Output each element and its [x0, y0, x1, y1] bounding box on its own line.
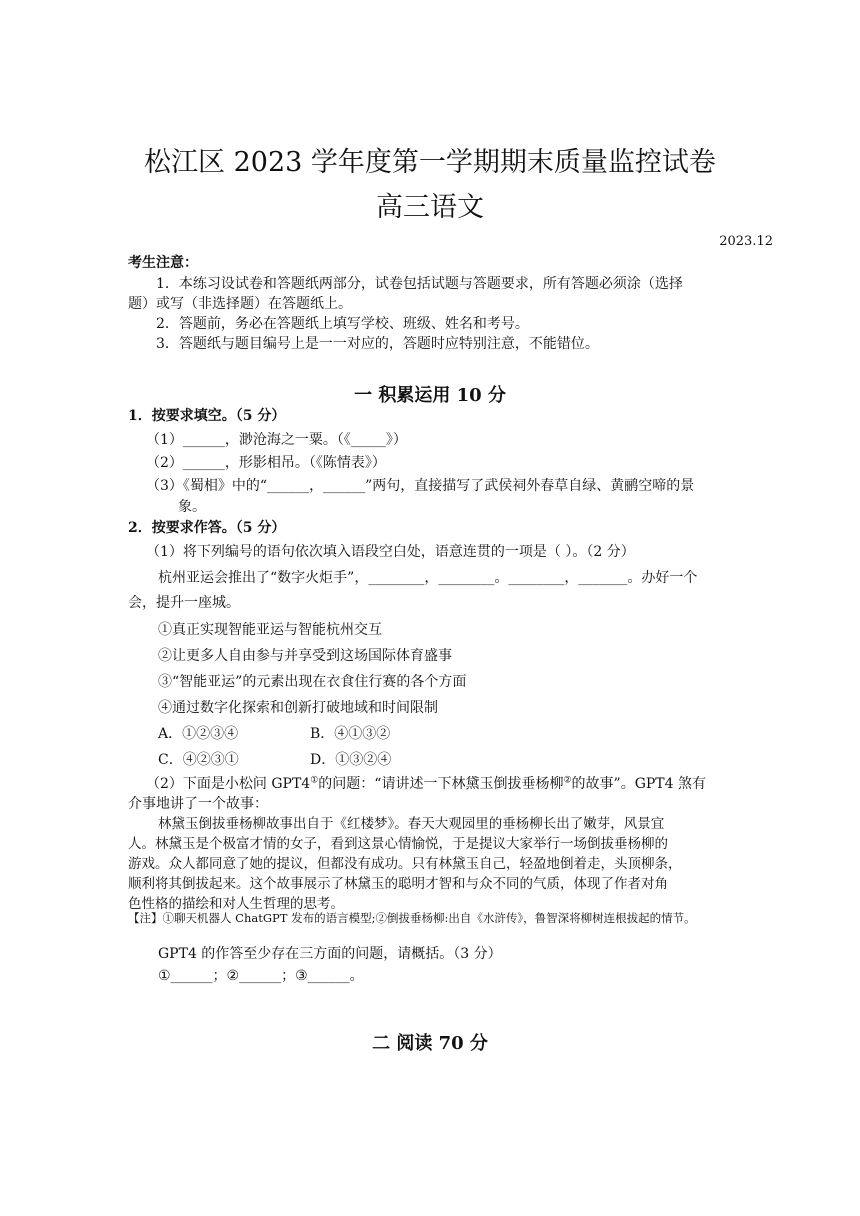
exam-title: 松江区 2023 学年度第一学期期末质量监控试卷: [144, 147, 716, 178]
q2-sub2-prompt-part-3: 的故事”。GPT4 煞有: [571, 776, 706, 792]
section-1-heading: 一 积累运用 10 分: [354, 385, 506, 406]
q2-sub2-blanks: ①______；②______；③______。: [158, 968, 364, 984]
story-line-5: 色性格的描绘和对人生哲理的思考。: [128, 896, 344, 912]
footnote-mark-2: ②: [563, 775, 572, 786]
story-line-4: 顺利将其倒拔起来。这个故事展示了林黛玉的聪明才智和与众不同的气质，体现了作者对角: [128, 876, 668, 892]
q1-item-2: （2）______，形影相吊。（《陈情表》）: [146, 455, 386, 471]
notice-item-3: 3．答题纸与题目编号上是一一对应的，答题时应特别注意，不能错位。: [156, 336, 599, 352]
footnote-mark-1: ①: [310, 775, 319, 786]
notice-heading: 考生注意：: [128, 255, 198, 271]
q1-heading: 1．按要求填空。（5 分）: [128, 408, 286, 424]
q2-sub2-prompt-line-1: [146, 774, 706, 794]
q2-sub2-prompt-part-1: （2）下面是小松问 GPT4: [146, 776, 311, 792]
notice-item-2: 2．答题前，务必在答题纸上填写学校、班级、姓名和考号。: [156, 316, 529, 332]
q2-sentence-4: ④通过数字化探索和创新打破地域和时间限制: [158, 700, 438, 716]
exam-date: 2023.12: [719, 234, 773, 249]
q2-sub2-question: GPT4 的作答至少存在三方面的问题，请概括。（3 分）: [158, 946, 502, 962]
q2-option-b: B．④①③②: [310, 726, 391, 742]
q2-sub1-prompt: （1）将下列编号的语句依次填入语段空白处，语意连贯的一项是（ ）。（2 分）: [146, 544, 635, 560]
q1-item-1: （1）______，渺沧海之一粟。（《_____》）: [146, 432, 407, 448]
notice-item-1a: 1．本练习设试卷和答题纸两部分，试卷包括试题与答题要求，所有答题必须涂（选择: [156, 276, 683, 292]
q2-passage-line-1: 杭州亚运会推出了“数字火炬手”，________，________。________，_______。办好一个: [158, 570, 698, 586]
q2-option-a: A．①②③④: [158, 726, 239, 742]
story-line-2: 人。林黛玉是个极富才情的女子，看到这景心情愉悦，于是提议大家举行一场倒拔垂杨柳的: [128, 836, 668, 852]
q2-sub2-prompt-line-2: 介事地讲了一个故事：: [128, 796, 268, 812]
q2-passage-line-2: 会，提升一座城。: [128, 595, 240, 611]
section-2-heading: 二 阅读 70 分: [372, 1033, 488, 1054]
q1-item-3a: （3）《蜀相》中的“______，______”两句，直接描写了武侯祠外春草自绿、黄鹂空啼的景: [146, 478, 695, 494]
footnote: 【注】①聊天机器人 ChatGPT 发布的语言模型;②倒拔垂杨柳:出自《水浒传》，鲁智深将柳树连根拔起的情节。: [128, 911, 696, 925]
q1-item-3b: 象。: [178, 499, 206, 515]
story-line-3: 游戏。众人都同意了她的提议，但都没有成功。只有林黛玉自己，轻盈地倒着走，头顶柳条，: [128, 856, 682, 872]
q2-sentence-1: ①真正实现智能亚运与智能杭州交互: [158, 622, 382, 638]
notice-item-1b: 题）或写（非选择题）在答题纸上。: [128, 296, 352, 312]
q2-sentence-2: ②让更多人自由参与并享受到这场国际体育盛事: [158, 648, 452, 664]
q2-option-d: D．①③②④: [310, 752, 392, 768]
q2-sub2-prompt-part-2: 的问题：“请讲述一下林黛玉倒拔垂杨柳: [318, 776, 564, 792]
exam-subtitle: 高三语文: [376, 192, 484, 223]
story-line-1: 林黛玉倒拔垂杨柳故事出自于《红楼梦》。春天大观园里的垂杨柳长出了嫩芽，风景宜: [158, 816, 665, 832]
q2-option-c: C．④②③①: [158, 752, 239, 768]
q2-sentence-3: ③“智能亚运”的元素出现在衣食住行赛的各个方面: [158, 674, 467, 690]
q2-heading: 2．按要求作答。（5 分）: [128, 520, 286, 536]
